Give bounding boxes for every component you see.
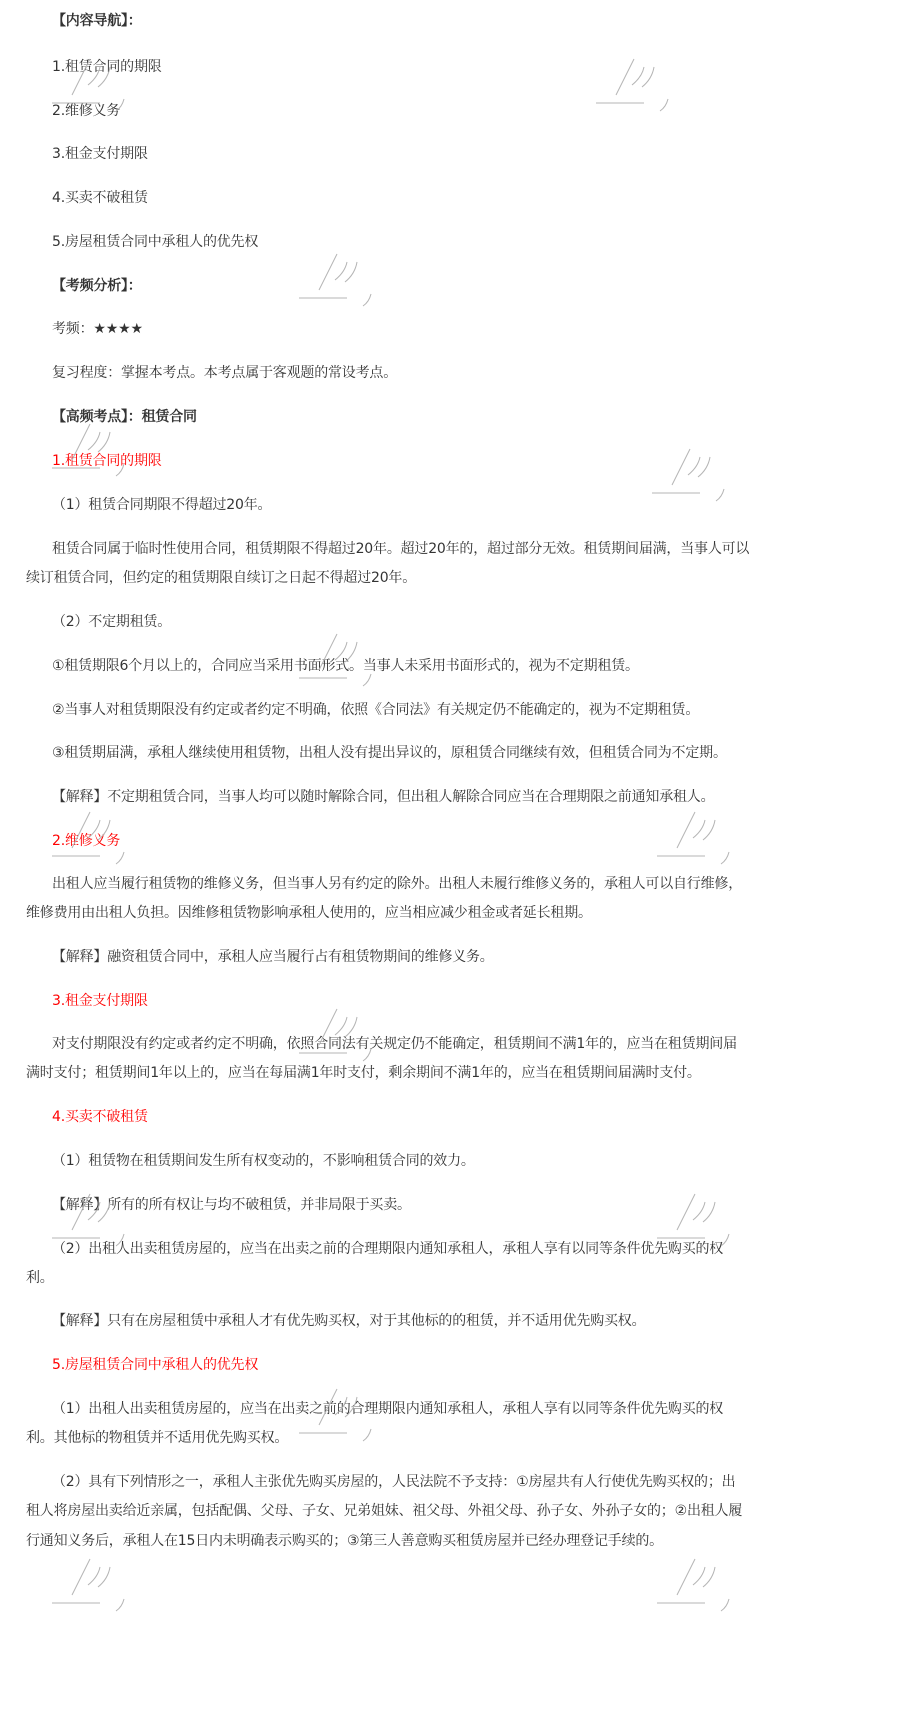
nav-item-3: 3.租金支付期限 <box>52 146 148 162</box>
paragraph: 对支付期限没有约定或者约定不明确，依照合同法有关规定仍不能确定，租赁期间不满1年的，应当在租赁期间届 <box>52 1036 737 1052</box>
frequency-rating: 考频：★★★★ <box>52 321 143 337</box>
paragraph: （1）出租人出卖租赁房屋的，应当在出卖之前的合理期限内通知承租人，承租人享有以同等条件优先购买的权 <box>52 1401 724 1417</box>
nav-item-1: 1.租赁合同的期限 <box>52 59 162 75</box>
explanation: 【解释】所有的所有权让与均不破租赁，并非局限于买卖。 <box>52 1197 411 1213</box>
section-heading-5: 5.房屋租赁合同中承租人的优先权 <box>52 1357 259 1373</box>
paragraph: （2）不定期租赁。 <box>52 614 172 630</box>
paragraph: （2）具有下列情形之一，承租人主张优先购买房屋的，人民法院不予支持：①房屋共有人行使优先购买权的；出 <box>52 1474 736 1490</box>
section-heading-3: 3.租金支付期限 <box>52 993 148 1009</box>
paragraph-continuation: 满时支付；租赁期间1年以上的，应当在每届满1年时支付，剩余期间不满1年的，应当在租赁期间届满时支付。 <box>26 1065 701 1081</box>
watermark-icon <box>297 250 387 310</box>
paragraph: 出租人应当履行租赁物的维修义务，但当事人另有约定的除外。出租人未履行维修义务的，承租人可以自行维修， <box>52 876 742 892</box>
paragraph-continuation: 续订租赁合同，但约定的租赁期限自续订之日起不得超过20年。 <box>26 570 417 586</box>
watermark-icon <box>650 445 740 505</box>
hot-topic-title: 【高频考点】：租赁合同 <box>52 409 197 425</box>
explanation: 【解释】融资租赁合同中，承租人应当履行占有租赁物期间的维修义务。 <box>52 949 494 965</box>
paragraph: ①租赁期限6个月以上的，合同应当采用书面形式。当事人未采用书面形式的，视为不定期租赁。 <box>52 658 639 674</box>
review-level: 复习程度：掌握本考点。本考点属于客观题的常设考点。 <box>52 365 397 381</box>
section-heading-2: 2.维修义务 <box>52 833 121 849</box>
paragraph-continuation: 行通知义务后，承租人在15日内未明确表示购买的；③第三人善意购买租赁房屋并已经办理登记手续的。 <box>26 1533 663 1549</box>
paragraph-continuation: 维修费用由出租人负担。因维修租赁物影响承租人使用的，应当相应减少租金或者延长租期。 <box>26 905 592 921</box>
analysis-title: 【考频分析】： <box>52 278 142 294</box>
paragraph: （2）出租人出卖租赁房屋的，应当在出卖之前的合理期限内通知承租人，承租人享有以同等条件优先购买的权 <box>52 1241 724 1257</box>
section-heading-1: 1.租赁合同的期限 <box>52 453 162 469</box>
paragraph: 租赁合同属于临时性使用合同，租赁期限不得超过20年。超过20年的，超过部分无效。租赁期间届满，当事人可以 <box>52 541 750 557</box>
watermark-icon <box>50 1555 140 1615</box>
explanation: 【解释】不定期租赁合同，当事人均可以随时解除合同，但出租人解除合同应当在合理期限之前通知承租人。 <box>52 789 715 805</box>
nav-item-5: 5.房屋租赁合同中承租人的优先权 <box>52 234 259 250</box>
paragraph-continuation: 利。其他标的物租赁并不适用优先购买权。 <box>26 1430 289 1446</box>
nav-item-2: 2.维修义务 <box>52 103 121 119</box>
explanation: 【解释】只有在房屋租赁中承租人才有优先购买权，对于其他标的的租赁，并不适用优先购买权。 <box>52 1313 646 1329</box>
paragraph: ③租赁期届满，承租人继续使用租赁物，出租人没有提出异议的，原租赁合同继续有效，但租赁合同为不定期。 <box>52 745 727 761</box>
nav-item-4: 4.买卖不破租赁 <box>52 190 148 206</box>
paragraph-continuation: 利。 <box>26 1270 54 1286</box>
paragraph: （1）租赁物在租赁期间发生所有权变动的，不影响租赁合同的效力。 <box>52 1153 475 1169</box>
paragraph: ②当事人对租赁期限没有约定或者约定不明确，依照《合同法》有关规定仍不能确定的，视为不定期租赁。 <box>52 702 700 718</box>
watermark-icon <box>50 420 140 480</box>
paragraph: （1）租赁合同期限不得超过20年。 <box>52 497 272 513</box>
paragraph-continuation: 租人将房屋出卖给近亲属，包括配偶、父母、子女、兄弟姐妹、祖父母、外祖父母、孙子女、外孙子女的；②出租人履 <box>26 1503 743 1519</box>
section-heading-4: 4.买卖不破租赁 <box>52 1109 148 1125</box>
watermark-icon <box>594 55 684 115</box>
nav-title: 【内容导航】： <box>52 13 142 29</box>
watermark-icon <box>655 808 745 868</box>
watermark-icon <box>655 1555 745 1615</box>
